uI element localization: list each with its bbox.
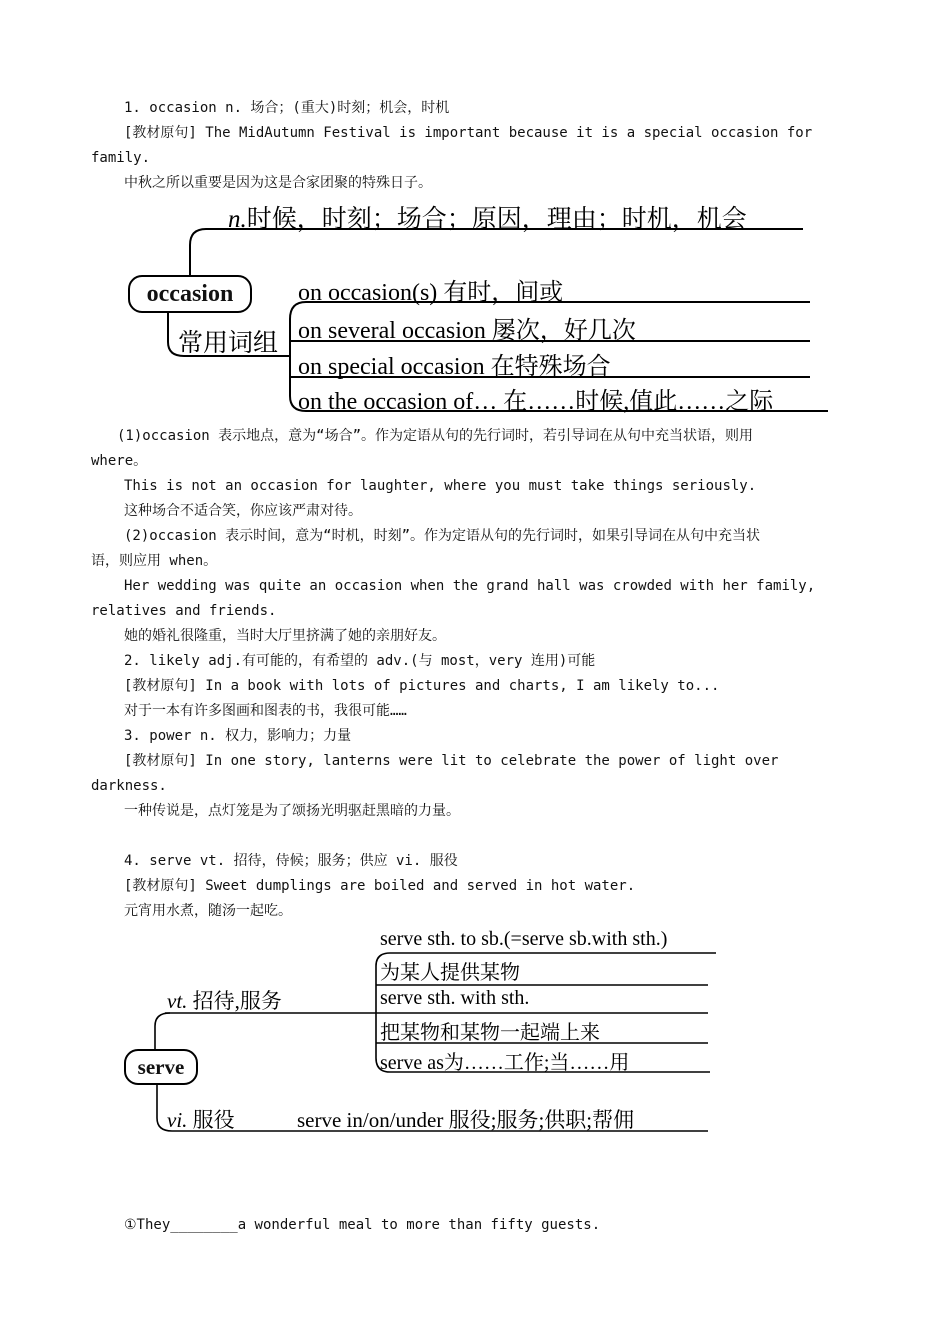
example-sentence-2: Her wedding was quite an occasion when the grand hall was crowded with her family, bbox=[124, 578, 816, 594]
serve-vi-item: serve in/on/under 服役;服务;供职;帮佣 bbox=[297, 1108, 635, 1132]
example-sentence-1: This is not an occasion for laughter, where you must take things seriously. bbox=[124, 478, 757, 494]
textbook-sentence-1-cont: family. bbox=[91, 150, 151, 166]
serve-vi-pos: vi. bbox=[167, 1108, 188, 1132]
serve-root-label: serve bbox=[137, 1054, 185, 1079]
textbook-sentence-4: [教材原句] Sweet dumplings are boiled and served in hot water. bbox=[124, 878, 636, 894]
occasion-phrase: on occasion(s) 有时，间或 bbox=[298, 280, 564, 306]
occasion-root-bubble bbox=[128, 275, 252, 313]
serve-root-bubble bbox=[124, 1049, 198, 1085]
serve-vt-meaning: 招待,服务 bbox=[192, 989, 282, 1013]
occasion-phrase: on the occasion of… 在……时候,值此……之际 bbox=[298, 389, 774, 415]
usage-note-2: (2)occasion 表示时间，意为“时机，时刻”。作为定语从句的先行词时，如果引导词在从句中充当状 bbox=[124, 528, 760, 544]
serve-vt-item: serve as为……工作;当……用 bbox=[380, 1052, 630, 1074]
serve-vt-item: 把某物和某物一起端上来 bbox=[380, 1022, 600, 1044]
serve-vt-item: 为某人提供某物 bbox=[380, 962, 520, 984]
textbook-sentence-1: [教材原句] The MidAutumn Festival is important because it is a special occasion for bbox=[124, 125, 813, 141]
item-2-heading: 2. likely adj.有可能的，有希望的 adv.(与 most，very 连用)可能 bbox=[124, 653, 596, 669]
serve-vt-label bbox=[167, 985, 282, 1015]
exercise-1: ①They________a wonderful meal to more than fifty guests. bbox=[124, 1217, 601, 1233]
textbook-sentence-2: [教材原句] In a book with lots of pictures and charts, I am likely to... bbox=[124, 678, 720, 694]
example-sentence-2-cont: relatives and friends. bbox=[91, 603, 277, 619]
serve-vi-label bbox=[167, 1104, 235, 1134]
item-1-heading: 1. occasion n. 场合；(重大)时刻；机会，时机 bbox=[124, 100, 450, 116]
serve-vi-meaning: 服役 bbox=[192, 1108, 235, 1132]
occasion-noun-meanings bbox=[228, 199, 747, 235]
textbook-sentence-3-cont: darkness. bbox=[91, 778, 167, 794]
occasion-group-label: 常用词组 bbox=[178, 330, 279, 357]
usage-note-1-cont: where。 bbox=[91, 453, 148, 469]
translation-3: 一种传说是，点灯笼是为了颂扬光明驱赶黑暗的力量。 bbox=[124, 803, 460, 819]
item-4-heading: 4. serve vt. 招待，侍候；服务；供应 vi. 服役 bbox=[124, 853, 458, 869]
example-translation-2: 她的婚礼很隆重，当时大厅里挤满了她的亲朋好友。 bbox=[124, 628, 446, 644]
occasion-phrase: on several occasion 屡次，好几次 bbox=[298, 318, 636, 344]
occasion-phrase: on special occasion 在特殊场合 bbox=[298, 354, 611, 380]
translation-1: 中秋之所以重要是因为这是合家团聚的特殊日子。 bbox=[124, 175, 432, 191]
occasion-root-label: occasion bbox=[146, 280, 234, 307]
occasion-meanings: 时候，时刻；场合；原因，理由；时机，机会 bbox=[246, 206, 747, 233]
serve-vt-pos: vt. bbox=[167, 989, 188, 1013]
item-3-heading: 3. power n. 权力，影响力；力量 bbox=[124, 728, 352, 744]
usage-note-1: (1)occasion 表示地点，意为“场合”。作为定语从句的先行词时，若引导词在从句中充当状语，则用 bbox=[117, 428, 753, 444]
example-translation-1: 这种场合不适合笑，你应该严肃对待。 bbox=[124, 503, 362, 519]
occasion-pos: n. bbox=[228, 206, 247, 233]
textbook-sentence-3: [教材原句] In one story, lanterns were lit to celebrate the power of light over bbox=[124, 753, 779, 769]
serve-vt-item: serve sth. to sb.(=serve sb.with sth.) bbox=[380, 928, 668, 950]
translation-2: 对于一本有许多图画和图表的书，我很可能…… bbox=[124, 703, 407, 719]
serve-vt-item: serve sth. with sth. bbox=[380, 987, 530, 1009]
translation-4: 元宵用水煮，随汤一起吃。 bbox=[124, 903, 292, 919]
usage-note-2-cont: 语，则应用 when。 bbox=[91, 553, 218, 569]
